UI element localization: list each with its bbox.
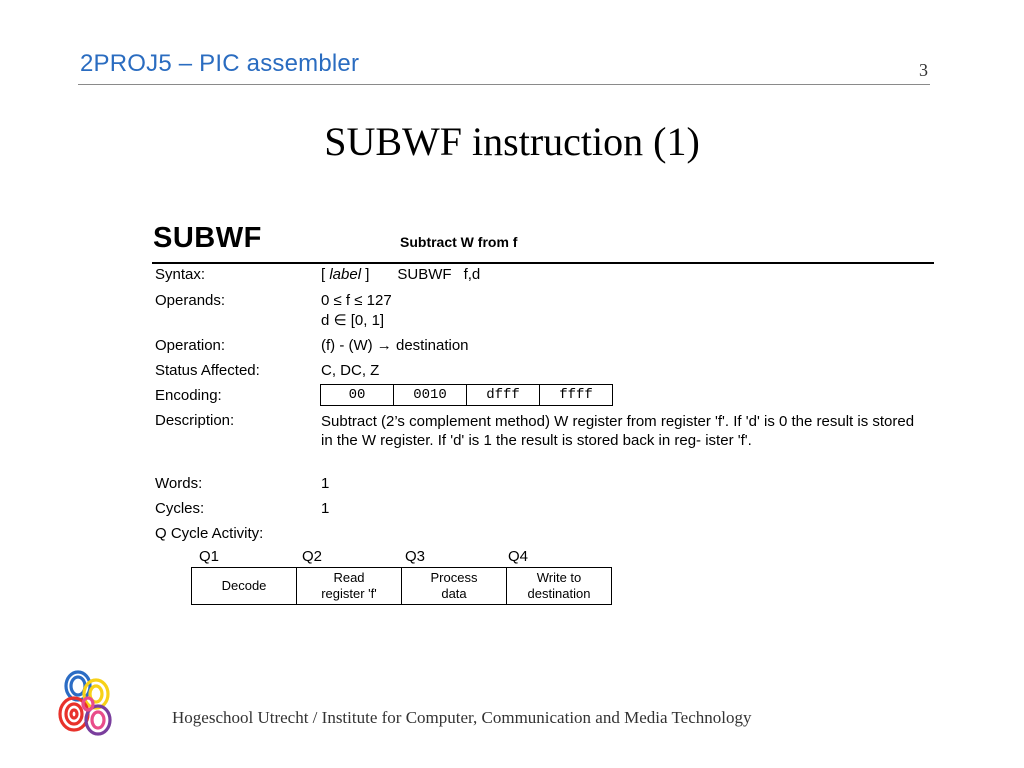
footer-institute-text: Hogeschool Utrecht / Institute for Computer, Communication and Media Technology xyxy=(172,708,752,727)
q-cycle-cell-line: Decode xyxy=(221,578,267,593)
q-cycle-cell xyxy=(402,568,507,605)
status-value: C, DC, Z xyxy=(321,362,380,379)
q-cycle-cell xyxy=(192,568,297,605)
page-number: 3 xyxy=(919,60,928,80)
q-cycle-headers xyxy=(199,548,619,568)
q-cycle-cell xyxy=(297,568,402,605)
syntax-args: f,d xyxy=(463,266,481,283)
fingerprint-logo-icon xyxy=(48,664,120,744)
syntax-label-word: label xyxy=(329,266,362,283)
q-cycle-cell-line: data xyxy=(441,586,467,601)
syntax-label: Syntax: xyxy=(155,266,206,283)
q-cycle-label: Q Cycle Activity: xyxy=(155,525,264,542)
q-cycle-head: Q4 xyxy=(508,548,529,565)
encoding-cell: 00 xyxy=(321,385,394,406)
operands-line2: d ∈ [0, 1] xyxy=(321,312,385,329)
q-cycle-cell-line: register 'f' xyxy=(321,586,377,601)
words-value: 1 xyxy=(321,475,330,492)
datasheet-divider xyxy=(152,262,934,264)
cycles-label: Cycles: xyxy=(155,500,205,517)
course-title: 2PROJ5 – PIC assembler xyxy=(80,50,360,77)
header-divider xyxy=(78,84,930,85)
encoding-cell: dfff xyxy=(467,385,540,406)
encoding-cell: ffff xyxy=(540,385,613,406)
q-cycle-cell-line: Read xyxy=(333,570,365,585)
instruction-mnemonic: SUBWF xyxy=(153,222,262,254)
encoding-label: Encoding: xyxy=(155,387,222,404)
syntax-bracket-close: ] xyxy=(361,266,370,283)
operands-label: Operands: xyxy=(155,292,226,309)
description-value: Subtract (2’s complement method) W register from register 'f'. If 'd' is 0 the result is stored in the W register. If 'd' is 1 the result is stored back in reg- ister 'f'. xyxy=(321,413,915,449)
q-cycle-cell-line: Process xyxy=(430,570,478,585)
instruction-summary: Subtract W from f xyxy=(400,234,518,250)
operands-line1: 0 ≤ f ≤ 127 xyxy=(321,292,392,309)
q-cycle-table xyxy=(191,567,612,605)
encoding-cell: 0010 xyxy=(394,385,467,406)
operation-label: Operation: xyxy=(155,337,226,354)
description-label: Description: xyxy=(155,412,235,429)
q-cycle-cell xyxy=(507,568,612,605)
syntax-bracket-open: [ xyxy=(321,266,330,283)
operation-value: (f) - (W) → destination xyxy=(321,337,469,354)
syntax-keyword: SUBWF xyxy=(397,266,452,283)
q-cycle-head: Q2 xyxy=(302,548,323,565)
encoding-table xyxy=(320,384,613,406)
q-cycle-cell-line: Write to xyxy=(536,570,582,585)
status-label: Status Affected: xyxy=(155,362,260,379)
syntax-value xyxy=(321,266,480,283)
words-label: Words: xyxy=(155,475,203,492)
q-cycle-cell-line: destination xyxy=(527,586,591,601)
q-cycle-head: Q3 xyxy=(405,548,426,565)
slide-title: SUBWF instruction (1) xyxy=(324,119,700,164)
cycles-value: 1 xyxy=(321,500,330,517)
q-cycle-head: Q1 xyxy=(199,548,220,565)
